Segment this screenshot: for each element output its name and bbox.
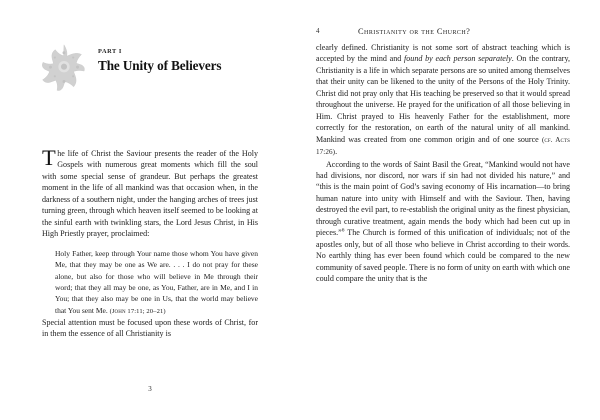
part-label: PART I (98, 48, 122, 55)
blockquote-citation: (John 17:11; 20–21) (109, 307, 166, 315)
paragraph-after-quote: Special attention must be focused upon these words of Christ, for in them the essence of all Christianity is (42, 317, 258, 339)
footnote-marker: 6 (341, 227, 345, 234)
running-header (316, 27, 574, 39)
page-number-right: 4 (316, 27, 320, 35)
blockquote-body: Holy Father, keep through Your name those whom You have given Me, that they may be one as We are. . . . I do not pray for these alone, but also for those who will believe in Me through their word; that they all may be one, as You, Father, are in Me, and I in You; that they also may be one in Us, that the world may believe that You sent Me. (55, 249, 258, 315)
paragraph-emphasis: found by each person separately (404, 54, 512, 64)
left-page-body (42, 145, 258, 340)
chapter-title: The Unity of Believers (98, 58, 222, 73)
right-page-body (316, 42, 570, 285)
paragraph-continued-part-b: . On the contrary, Christianity is a life in which separate persons are so united among themselves that their unity can be likened to the unity of the Persons of the Holy Trinity. Christ did not pray only that His teaching be preserved so that it would spread throughout the universe. He prayed for the unification of all those believing in Him. Christ prayed to His heavenly Father for the establishment, more correctly for the restoration, on earth of the natural unity of all mankind. Mankind was created from one common origin and of one source (316, 54, 570, 144)
page-number-left: 3 (148, 385, 152, 393)
right-page (300, 0, 600, 420)
celtic-cross-ornament-icon (42, 44, 86, 92)
acts-citation: (cf. Acts 17:26) (316, 135, 571, 157)
paragraph-basil-part-b: The Church is formed of this unification of individuals; not of the apostles only, but of all those who believe in Christ according to their words. No earthly thing has ever been found which could be compared to the new community of saved people. There is no form of unity on earth with which one could compare the unity that is the (316, 228, 570, 284)
chapter-heading (42, 40, 272, 100)
running-header-title: Christianity or the Church? (358, 26, 471, 36)
paragraph-continued-part-a: clearly defined. Christianity is not some sort of abstract teaching which is accepted by the mind and (316, 43, 570, 64)
paragraph-basil-part-a: According to the words of Saint Basil the Great, “Mankind would not have had divisions, nor discord, nor wars if sin had not divided his nature,” and “this is the main point of God’s saving economy of His incarnation—to bring human nature into unity with Himself and with the Saviour. Then, having destroyed the evil part, to re-establish the original unity as the finest physician, through curative treatment, again mends the body which had been cut up in pieces.” (316, 159, 570, 238)
paragraph-opening (42, 145, 258, 240)
paragraph-opening-text: he life of Christ the Saviour presents the reader of the Holy Gospels with numerous great moments which fill the soul with some special sense of grandeur. But perhaps the greatest moment in the life of all mankind was that occasion when, in the darkness of a southern night, under the hanging arches of trees just turning green, through which heaven itself seemed to be looking at the sinful earth with twinkling stars, the Lord Jesus Christ, in His High Priestly prayer, proclaimed: (42, 149, 258, 239)
paragraph-basil (316, 159, 570, 285)
blockquote-text (55, 248, 258, 317)
drop-cap: T (42, 145, 56, 170)
paragraph-continued-end: . (335, 147, 338, 157)
paragraph-continued (316, 42, 570, 159)
scripture-blockquote (42, 248, 258, 317)
